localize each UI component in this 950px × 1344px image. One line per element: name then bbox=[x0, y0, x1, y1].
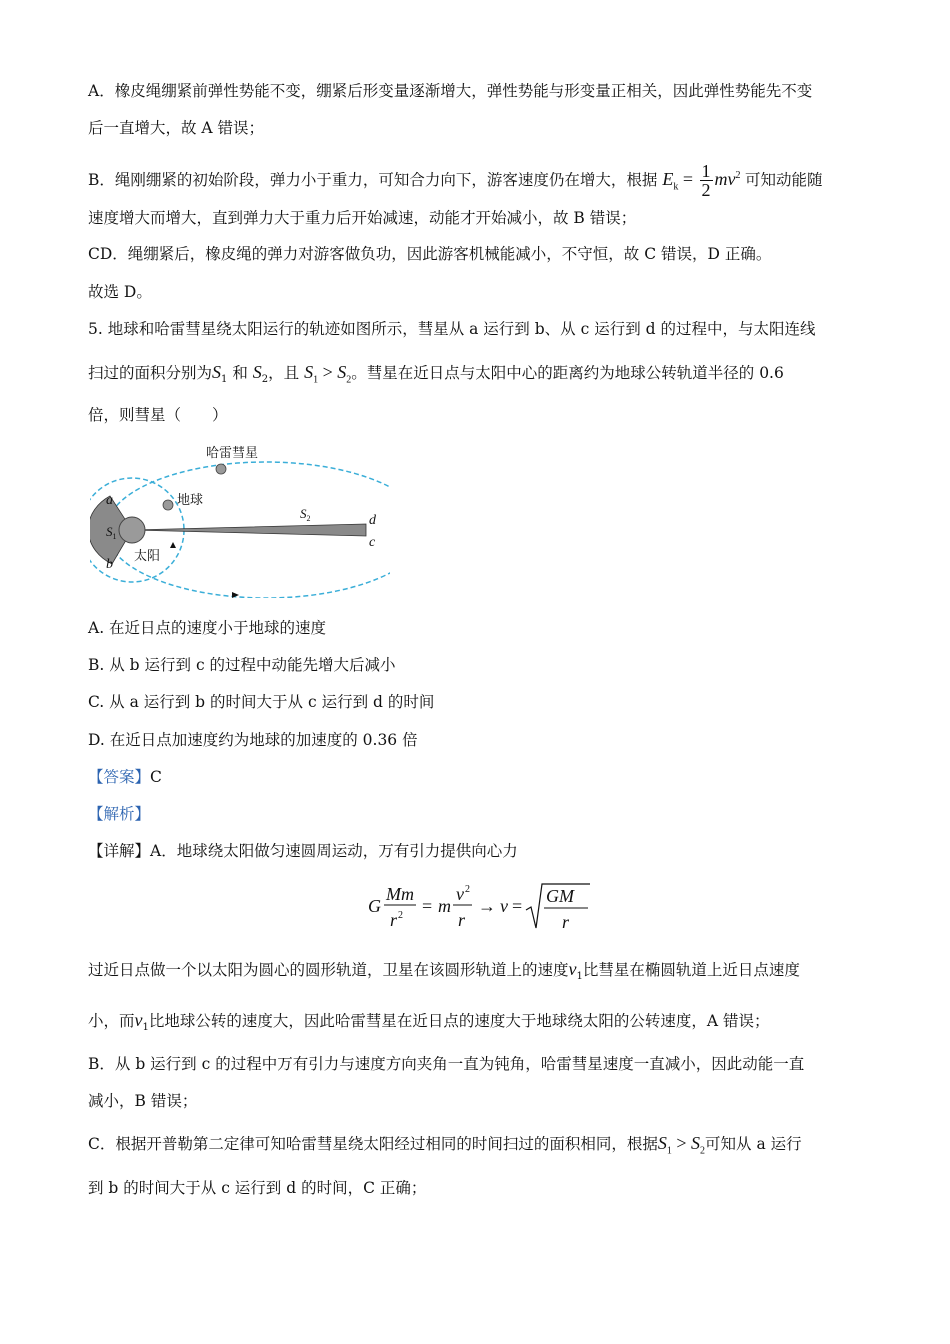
orbit-figure bbox=[90, 438, 390, 598]
s1-label: $S_1$ bbox=[106, 524, 117, 541]
option-b: B. 从 b 运行到 c 的过程中动能先增大后减小 bbox=[88, 656, 396, 674]
s2-label: $S_2$ bbox=[300, 506, 311, 523]
s2-area bbox=[132, 524, 366, 536]
line-b2: 速度增大而增大，直到弹力大于重力后开始减速，动能才开始减小，故 B 错误； bbox=[88, 209, 637, 227]
point-b-label: b bbox=[106, 557, 113, 572]
svg-text:Mm: Mm bbox=[386, 884, 414, 904]
option-a: A. 在近日点的速度小于地球的速度 bbox=[88, 619, 327, 637]
analysis-tag: 【解析】 bbox=[88, 805, 151, 823]
line-a2: 后一直增大，故 A 错误； bbox=[88, 119, 265, 137]
svg-text:m: m bbox=[438, 896, 451, 916]
point-c-label: c bbox=[369, 535, 376, 550]
para-3: B．从 b 运行到 c 的过程中万有引力与速度方向夹角一直为钝角，哈雷彗星速度一直减小，因此动能一直 bbox=[88, 1055, 805, 1073]
earth-label: 地球 bbox=[177, 493, 204, 508]
gravity-formula bbox=[366, 880, 596, 934]
earth-icon bbox=[163, 500, 173, 510]
answer-tag: 【答案】 bbox=[88, 768, 151, 786]
question-5-line3: 倍，则彗星（ ） bbox=[88, 406, 228, 424]
para-4: 减小，B 错误； bbox=[88, 1092, 198, 1110]
para-1: 过近日点做一个以太阳为圆心的圆形轨道，卫星在该圆形轨道上的速度$v_1$比彗星在椭圆轨道上近日点速度 bbox=[88, 959, 800, 983]
line-b1: B．绳刚绷紧的初始阶段，弹力小于重力，可知合力向下，游客速度仍在增大，根据 $E_k$ = $\frac{1}{2}$ $mv^2$ 可知动能随 bbox=[88, 161, 823, 201]
svg-text:r: r bbox=[458, 910, 466, 930]
svg-text:r: r bbox=[562, 912, 570, 932]
sun-label: 太阳 bbox=[134, 549, 161, 564]
point-a-label: a bbox=[106, 493, 113, 508]
svg-text:GM: GM bbox=[546, 886, 574, 906]
svg-text:=: = bbox=[512, 896, 523, 916]
answer-value: C bbox=[150, 768, 162, 786]
comet-icon bbox=[216, 464, 226, 474]
question-5-line1: 5. 地球和哈雷彗星绕太阳运行的轨迹如图所示，彗星从 a 运行到 b、从 c 运行到 d 的过程中，与太阳连线 bbox=[88, 320, 816, 338]
earth-direction-arrow bbox=[170, 542, 176, 548]
svg-text:→: → bbox=[478, 896, 496, 916]
comet-label: 哈雷彗星 bbox=[206, 446, 259, 461]
option-d: D. 在近日点加速度约为地球的加速度的 0.36 倍 bbox=[88, 731, 418, 749]
svg-text:2: 2 bbox=[398, 910, 403, 921]
option-c: C. 从 a 运行到 b 的时间大于从 c 运行到 d 的时间 bbox=[88, 693, 435, 711]
svg-text:v: v bbox=[500, 896, 508, 916]
svg-text:2: 2 bbox=[465, 884, 470, 895]
sun-icon bbox=[119, 517, 145, 543]
svg-text:r: r bbox=[390, 910, 398, 930]
detail-tag: 【详解】 bbox=[88, 842, 151, 860]
point-d-label: d bbox=[369, 513, 376, 528]
answer-line bbox=[88, 766, 162, 788]
line-a1: A．橡皮绳绷紧前弹性势能不变，绷紧后形变量逐渐增大，弹性势能与形变量正相关，因此弹性势能先不变 bbox=[88, 82, 813, 100]
para-5: C．根据开普勒第二定律可知哈雷彗星绕太阳经过相同的时间扫过的面积相同，根据$S_1 > S_2$可知从 a 运行 bbox=[88, 1133, 802, 1157]
line-choose: 故选 D。 bbox=[88, 283, 152, 301]
detail-line: 【详解】A．地球绕太阳做匀速圆周运动，万有引力提供向心力 bbox=[88, 842, 518, 860]
para-6: 到 b 的时间大于从 c 运行到 d 的时间，C 正确； bbox=[88, 1179, 427, 1197]
svg-text:G: G bbox=[368, 896, 381, 916]
question-5-line2: 扫过的面积分别为$S_1$ 和 $S_2$，且 $S_1 > S_2$。彗星在近日点与太阳中心的距离约为地球公转轨道半径的 0.6 bbox=[88, 362, 784, 386]
kinetic-energy-formula: $E_k$ = $\frac{1}{2}$ $mv^2$ bbox=[662, 161, 741, 201]
line-cd: CD．绳绷紧后，橡皮绳的弹力对游客做负功，因此游客机械能减小，不守恒，故 C 错误，D 正确。 bbox=[88, 245, 772, 263]
svg-text:v: v bbox=[456, 884, 464, 904]
para-2: 小，而$v_1$比地球公转的速度大，因此哈雷彗星在近日点的速度大于地球绕太阳的公转速度，A 错误； bbox=[88, 1010, 770, 1034]
svg-text:=: = bbox=[422, 896, 433, 916]
